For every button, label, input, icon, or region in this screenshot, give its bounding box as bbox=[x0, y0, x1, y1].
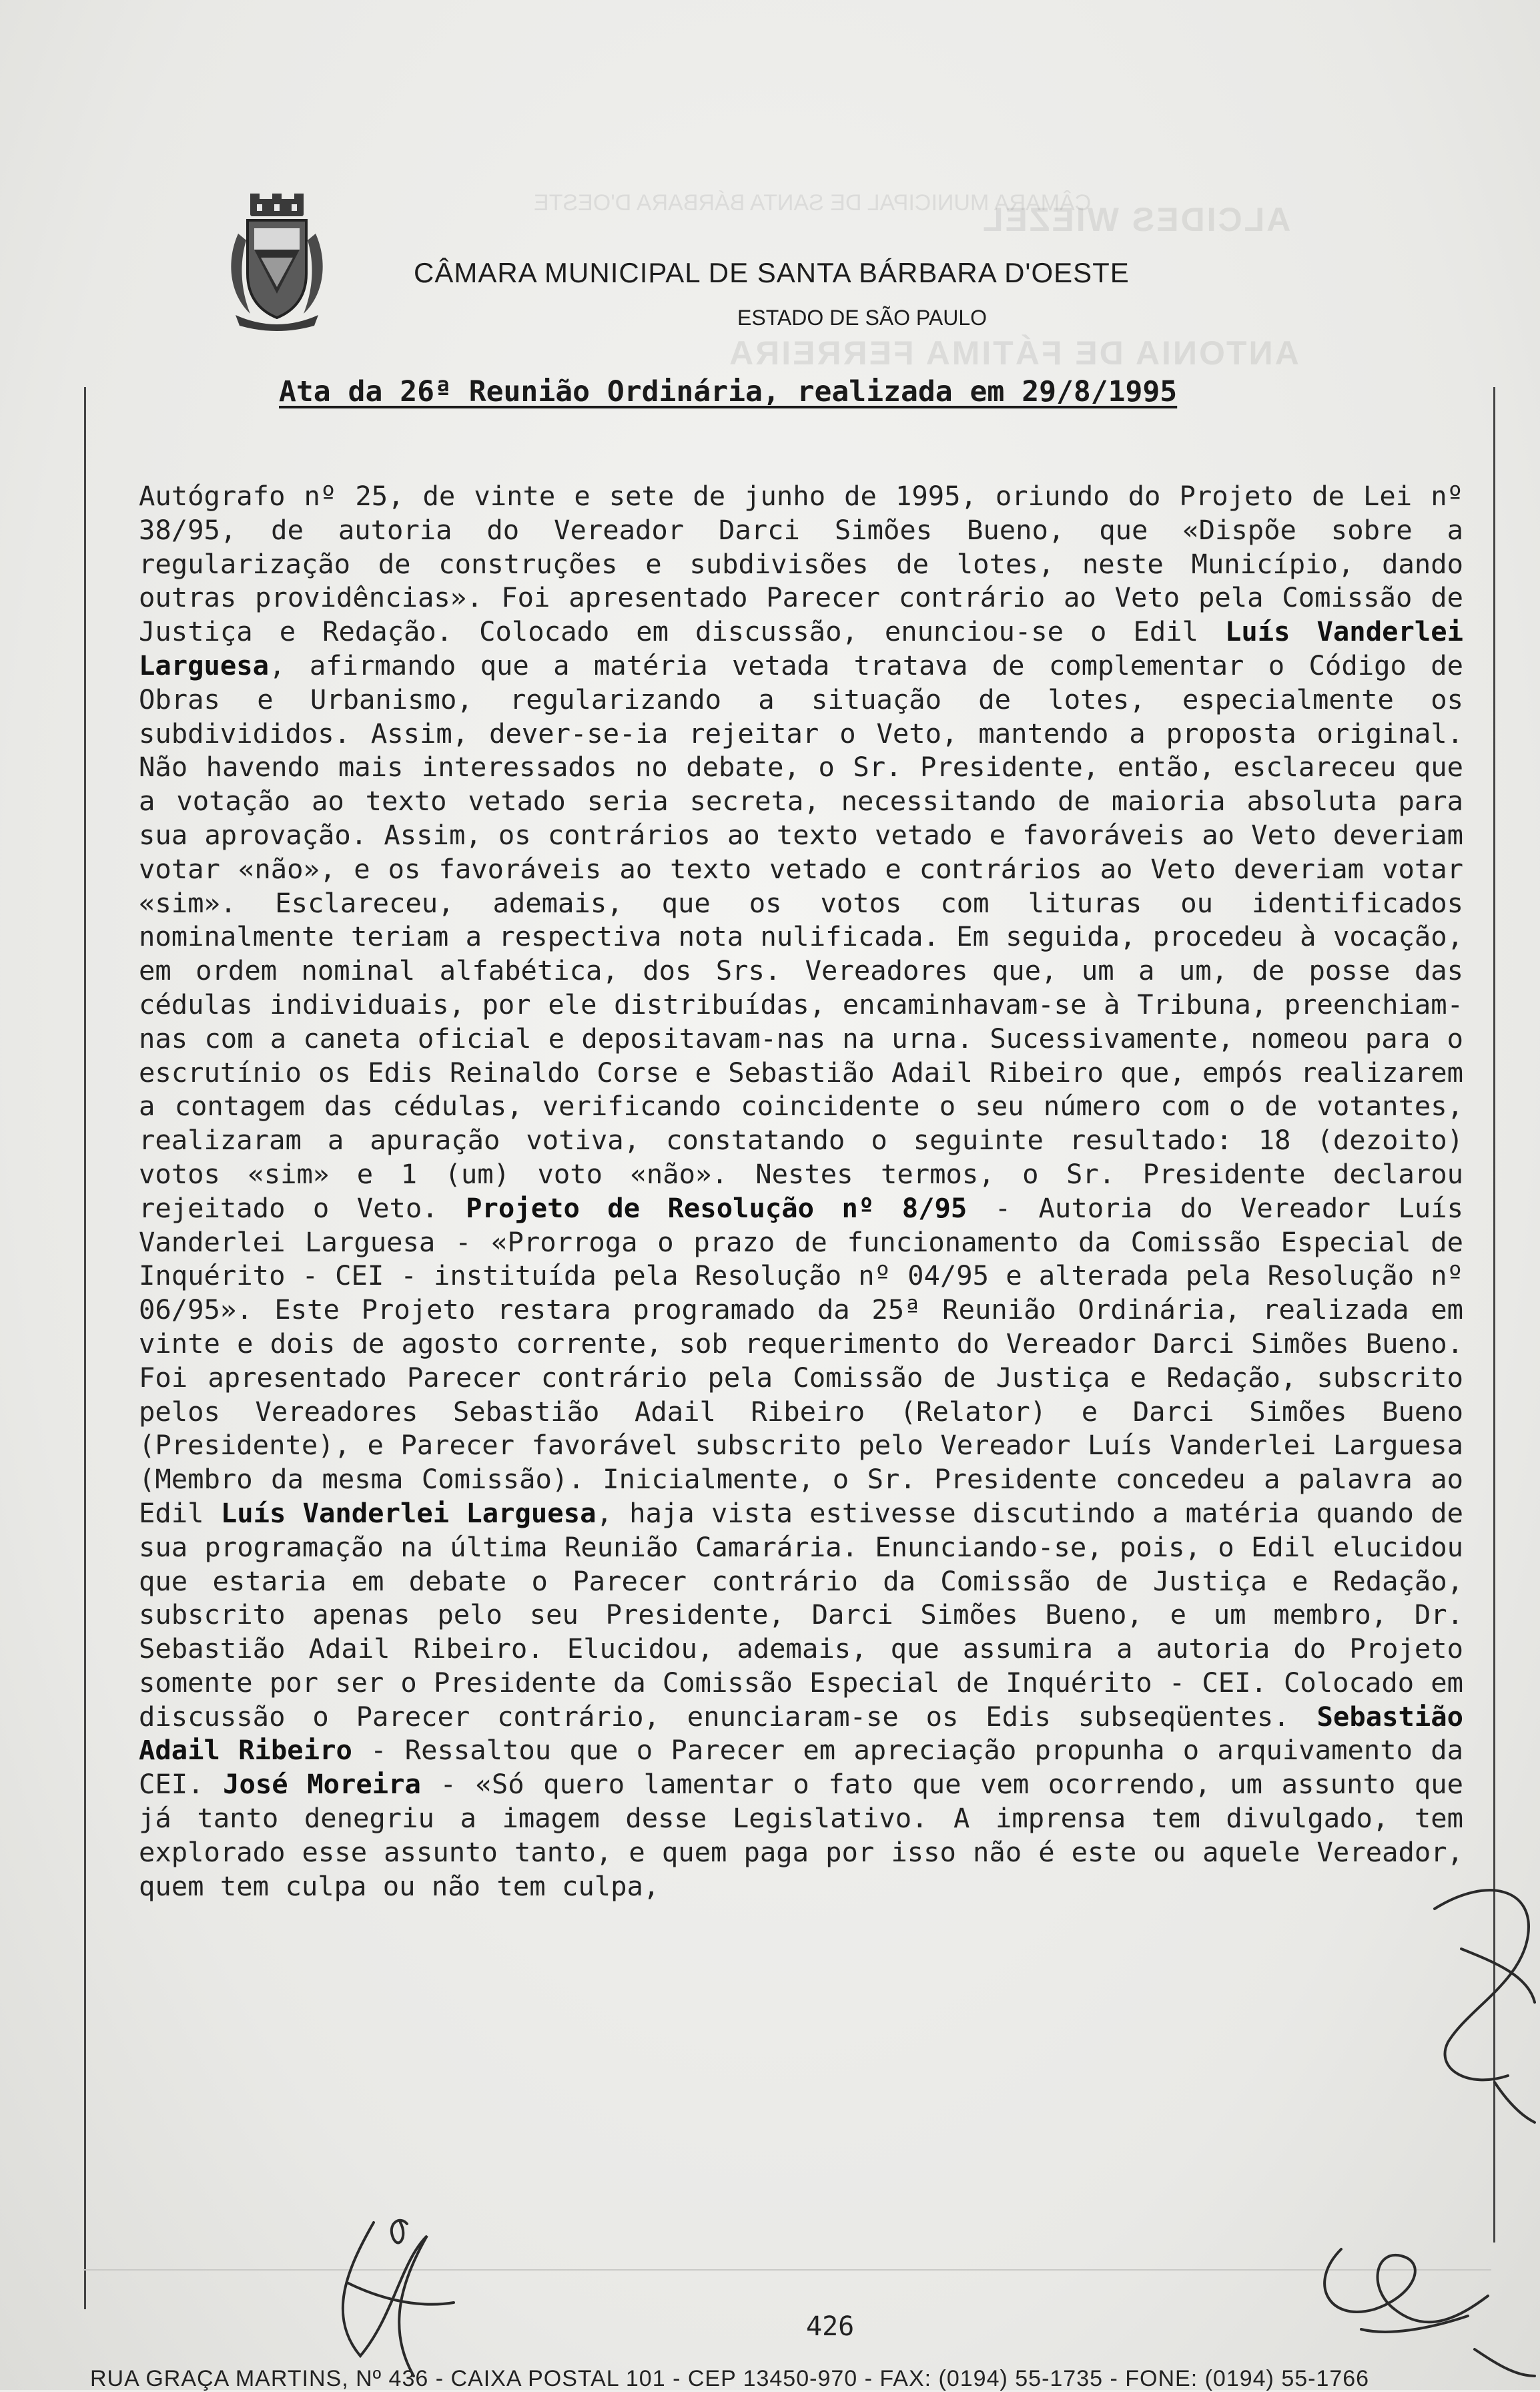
body-text-segment: Autógrafo nº 25, de vinte e sete de junho de 1995, oriundo do Projeto de Lei nº 38/95, de autoria do Vereador Darci Simões Bueno, que «Dispõe sobre a regularização de construções e subdivisões de lotes, neste Município, dando outras providências». Foi apresentado Parecer contrário ao Veto pela Comissão de Justiça e Redação. Colocado em discussão, enunciou-se o Edil bbox=[139, 480, 1463, 648]
body-text-segment: , haja vista estivesse discutindo a matéria quando de sua programação na última Reunião Camarária. Enunciando-se, pois, o Edil elucidou que estaria em debate o Parecer contrário da Comissão de Justiça e Redação, subscrito apenas pelo seu Presidente, Darci Simões Bueno, e um membro, Dr. Sebastião Adail Ribeiro. Elucidou, ademais, que assumira a autoria do Projeto somente por ser o Presidente da Comissão Especial de Inquérito - CEI. Colocado em discussão o Parecer contrário, enunciaram-se os Edis subseqüentes. bbox=[139, 1496, 1463, 1733]
footer-divider bbox=[83, 2269, 1491, 2271]
body-text-segment: - Autoria do Vereador Luís Vanderlei Larguesa - «Prorroga o prazo de funcionamento da Comissão Especial de Inquérito - CEI - instituída pela Resolução nº 04/95 e alterada pela Resolução nº 06/95». Este Projeto restara programado da 25ª Reunião Ordinária, realizada em vinte e dois de agosto corrente, sob requerimento do Vereador Darci Simões Bueno. Foi apresentado Parecer contrário pela Comissão de Justiça e Redação, subscrito pelos Vereadores Sebastião Adail Ribeiro (Relator) e Darci Simões Bueno (Presidente), e Parecer favorável subscrito pelo Vereador Luís Vanderlei Larguesa (Membro da mesma Comissão). Inicialmente, o Sr. Presidente concedeu a palavra ao Edil bbox=[139, 1191, 1464, 1529]
body-text-segment: - Ressaltou que o Parecer em apreciação propunha o arquivamento da CEI. bbox=[139, 1734, 1463, 1801]
institution-name: CÂMARA MUNICIPAL DE SANTA BÁRBARA D'OESTE bbox=[414, 257, 1130, 288]
page-number: 426 bbox=[806, 2311, 855, 2342]
speaker-name: José Moreira bbox=[223, 1768, 421, 1801]
bleed-through-text: ALCIDES WIEZEL bbox=[981, 201, 1291, 238]
speaker-name: Luís Vanderlei Larguesa bbox=[220, 1496, 597, 1529]
state-name: ESTADO DE SÃO PAULO bbox=[737, 306, 988, 330]
speaker-name: Sebastião Adail Ribeiro bbox=[139, 1700, 1463, 1767]
left-margin-rule bbox=[84, 387, 86, 2309]
bleed-through-text: CÂMARA MUNICIPAL DE SANTA BÁRBARA D'OESTE bbox=[534, 190, 1092, 216]
right-margin-rule bbox=[1493, 387, 1495, 2242]
bill-heading: Projeto de Resolução nº 8/95 bbox=[466, 1191, 968, 1224]
coat-of-arms-icon bbox=[224, 194, 330, 334]
body-text-segment: , afirmando que a matéria vetada tratava de complementar o Código de Obras e Urbanismo, regularizando a situação de lotes, especialmente os subdivididos. Assim, dever-se-ia rejeitar o Veto, mantendo a proposta original. Não havendo mais interessados no debate, o Sr. Presidente, então, esclareceu que a votação ao texto vetado seria secreta, necessitando de maioria absoluta para sua aprovação. Assim, os contrários ao texto vetado e favoráveis ao Veto deveriam votar «não», e os favoráveis ao texto vetado e contrários ao Veto deveriam votar «sim». Esclareceu, ademais, que os votos com lituras ou identificados nominalmente teriam a respectiva nota nulificada. Em seguida, procedeu à vocação, em ordem nominal alfabética, dos Srs. Vereadores que, um a um, de posse das cédulas individuais, por ele distribuídas, encaminhavam-se à Tribuna, preenchiam-nas com a caneta oficial e depositavam-nas na urna. Sucessivamente, nomeou para o escrutínio os Edis Reinaldo Corse e Sebastião Adail Ribeiro que, empós realizarem a contagem das cédulas, verificando coincidente o seu número com o de votantes, realizaram a apuração votiva, constatando o seguinte resultado: 18 (dezoito) votos «sim» e 1 (um) voto «não». Nestes termos, o Sr. Presidente declarou rejeitado o Veto. bbox=[139, 649, 1463, 1224]
bleed-through-text: ANTONIA DE FÁTIMA FERREIRA bbox=[727, 334, 1299, 372]
footer-address: RUA GRAÇA MARTINS, Nº 436 - CAIXA POSTAL 101 - CEP 13450-970 - FAX: (0194) 55-1735 - FONE: (0194) 55-1766 bbox=[90, 2366, 1370, 2391]
body-text-segment: - «Só quero lamentar o fato que vem ocorrendo, um assunto que já tanto denegriu a imagem desse Legislativo. A imprensa tem divulgado, tem explorado esse assunto tanto, e quem paga por isso não é este ou aquele Vereador, quem tem culpa ou não tem culpa, bbox=[139, 1768, 1464, 1902]
minutes-body bbox=[139, 479, 1463, 1903]
speaker-name: Luís Vanderlei Larguesa bbox=[139, 615, 1463, 681]
document-title: Ata da 26ª Reunião Ordinária, realizada em 29/8/1995 bbox=[279, 375, 1178, 408]
